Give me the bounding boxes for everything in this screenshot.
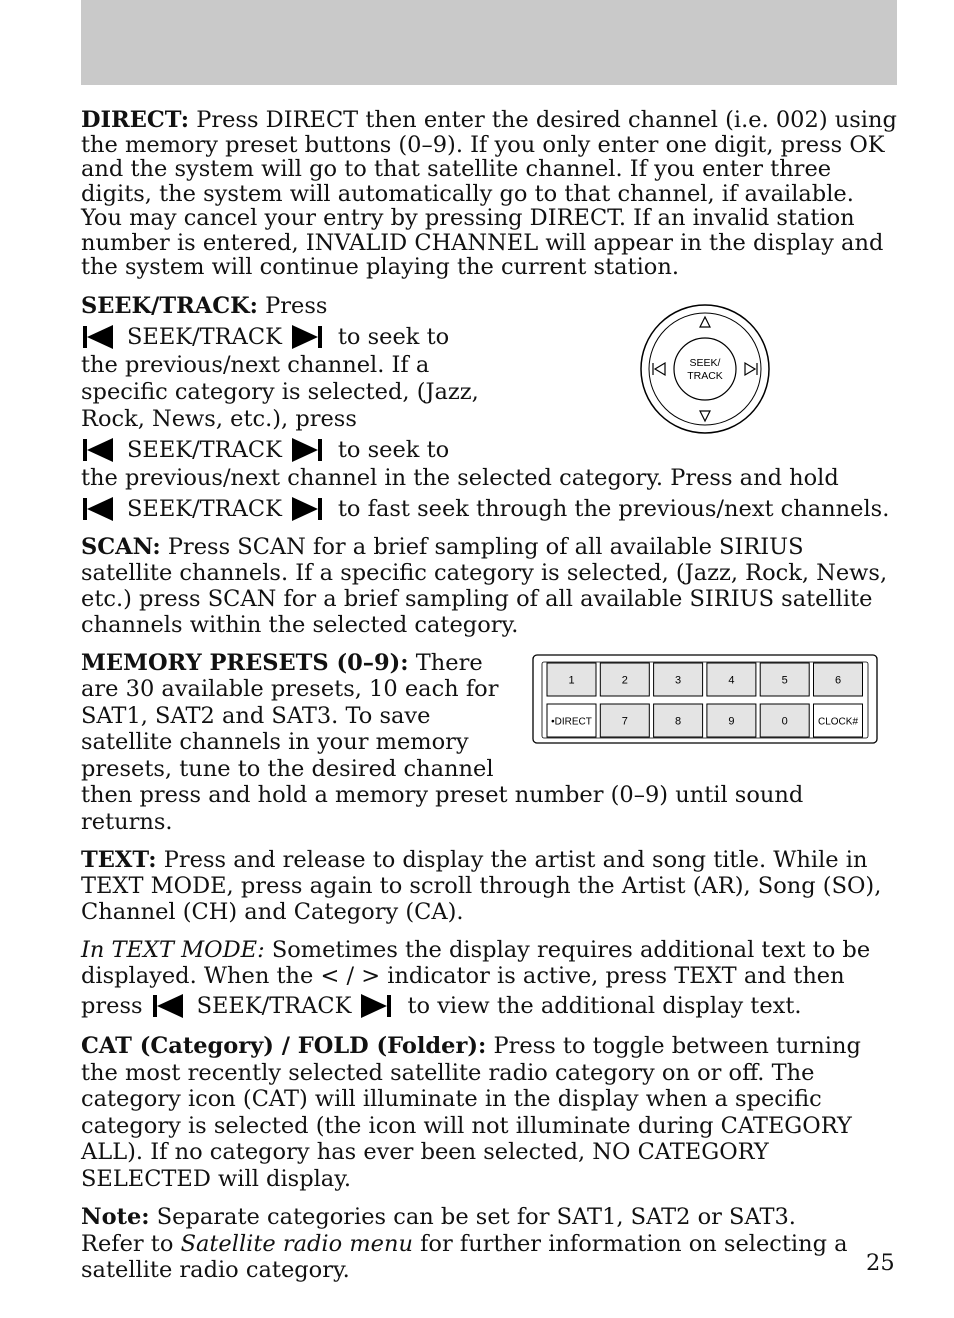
seek-to-text: to seek to <box>337 436 450 463</box>
note-text: Separate categories can be set for SAT1, SAT2 or SAT3. <box>149 1204 796 1230</box>
text-mode-tail: to view the additional display text. <box>407 993 802 1019</box>
direct-paragraph <box>81 108 899 280</box>
skip-previous-icon <box>81 438 113 462</box>
note-italic: Satellite radio menu <box>180 1230 413 1257</box>
skip-next-icon <box>292 497 324 521</box>
seek-section <box>81 292 899 524</box>
note-paragraph <box>81 1204 899 1284</box>
presets-line-5: presets, tune to the desired channel <box>81 755 494 782</box>
knob-label-1: SEEK/ <box>689 357 721 369</box>
note-refer: Refer to <box>81 1230 181 1257</box>
seek-to-text: to seek to <box>337 323 450 350</box>
text-mode-section <box>81 937 899 1021</box>
cat-text: Press to toggle between turning the most recently selected satellite radio category on or off. The category icon (CAT) will illuminate in the display when a specific category is selected (the icon will not illuminate during CATEGORY ALL). If no category has ever been selected, NO CATEGORY SELECTED will display. <box>81 1033 861 1192</box>
fast-seek-text: to fast seek through the previous/next channels. <box>337 495 890 522</box>
preset-button-label: 7 <box>621 715 628 728</box>
skip-next-icon <box>361 994 393 1018</box>
text-body: Press and release to display the artist and song title. While in TEXT MODE, press again to scroll through the Artist (AR), Song (SO), Channel (CH) and Category (CA). <box>81 847 882 925</box>
preset-button-label: 9 <box>728 715 735 728</box>
preset-button-label: 8 <box>675 715 682 728</box>
knob-label-2: TRACK <box>687 370 723 382</box>
seek-track-label: SEEK/TRACK <box>196 993 352 1019</box>
presets-heading: MEMORY PRESETS (0–9): <box>81 649 409 676</box>
preset-button-label: •DIRECT <box>551 716 592 728</box>
seek-line-5: the previous/next channel in the selected category. Press and hold <box>81 464 839 491</box>
skip-previous-icon <box>81 325 113 349</box>
skip-next-icon <box>292 325 324 349</box>
presets-l1: There <box>408 649 483 676</box>
direct-heading: DIRECT: <box>81 107 190 133</box>
text-paragraph <box>81 847 899 925</box>
preset-button-label: 6 <box>834 674 842 687</box>
presets-line-3: SAT1, SAT2 and SAT3. To save <box>81 702 431 729</box>
note-heading: Note: <box>81 1204 150 1230</box>
skip-previous-icon <box>151 994 183 1018</box>
header-bar <box>81 0 897 85</box>
preset-button-label: 3 <box>675 674 682 687</box>
seek-row-3 <box>81 492 899 524</box>
preset-button-label: CLOCK# <box>817 716 859 728</box>
seek-track-label: SEEK/TRACK <box>127 436 282 463</box>
seek-row-1 <box>81 320 899 352</box>
cat-paragraph <box>81 1033 899 1192</box>
text-mode-seek-row <box>81 989 899 1021</box>
seek-row-2 <box>81 433 899 465</box>
seek-track-label: SEEK/TRACK <box>127 323 282 350</box>
presets-line-6: then press and hold a memory preset number (0–9) until sound returns. <box>81 782 804 835</box>
memory-presets-panel-illustration <box>532 654 878 744</box>
seek-press: Press <box>258 292 328 319</box>
preset-button-label: 2 <box>621 674 628 687</box>
scan-paragraph <box>81 534 899 638</box>
presets-line-4: satellite channels in your memory <box>81 729 469 755</box>
scan-text: Press SCAN for a brief sampling of all available SIRIUS satellite channels. If a specific category is selected, (Jazz, Rock, News, etc.) press SCAN for a brief sampling of all available SIRIUS satellite channels within the selected category. <box>81 533 888 638</box>
skip-next-icon <box>292 438 324 462</box>
text-mode-text: Sometimes the display requires additional text to be displayed. When the < / > indicator is active, press TEXT and then <box>81 937 871 989</box>
preset-button-label: 5 <box>781 674 788 687</box>
seek-heading: SEEK/TRACK: <box>81 292 258 319</box>
seek-heading-line <box>81 292 899 320</box>
press-text: press <box>81 993 143 1019</box>
presets-line-2: are 30 available presets, 10 each for <box>81 676 499 702</box>
preset-button-label: 0 <box>781 715 788 728</box>
skip-previous-icon <box>81 497 113 521</box>
seek-line-4: Rock, News, etc.), press <box>81 405 357 432</box>
note-tail: for further information on selecting a satellite radio category. <box>81 1230 848 1283</box>
seek-track-label: SEEK/TRACK <box>127 495 282 522</box>
direct-text: Press DIRECT then enter the desired channel (i.e. 002) using the memory preset buttons (0–9). If you only enter one digit, press OK and the system will go to that satellite channel. If you enter three digits, the system will automatically go to that channel, if available. You may cancel your entry by pressing DIRECT. If an invalid station number is entered, INVALID CHANNEL will appear in the display and the system will continue playing the current station. <box>81 107 897 280</box>
page-number: 25 <box>866 1250 895 1276</box>
preset-button-label: 4 <box>728 674 735 687</box>
text-heading: TEXT: <box>81 847 157 873</box>
seek-track-knob-illustration <box>639 303 771 435</box>
seek-line-3: specific category is selected, (Jazz, <box>81 378 479 405</box>
cat-heading: CAT (Category) / FOLD (Folder): <box>81 1033 487 1059</box>
seek-line-2: the previous/next channel. If a <box>81 351 430 378</box>
text-mode-body <box>81 937 899 989</box>
scan-heading: SCAN: <box>81 533 161 560</box>
text-mode-italic: In TEXT MODE: <box>81 937 265 963</box>
preset-button-label: 1 <box>568 674 575 687</box>
